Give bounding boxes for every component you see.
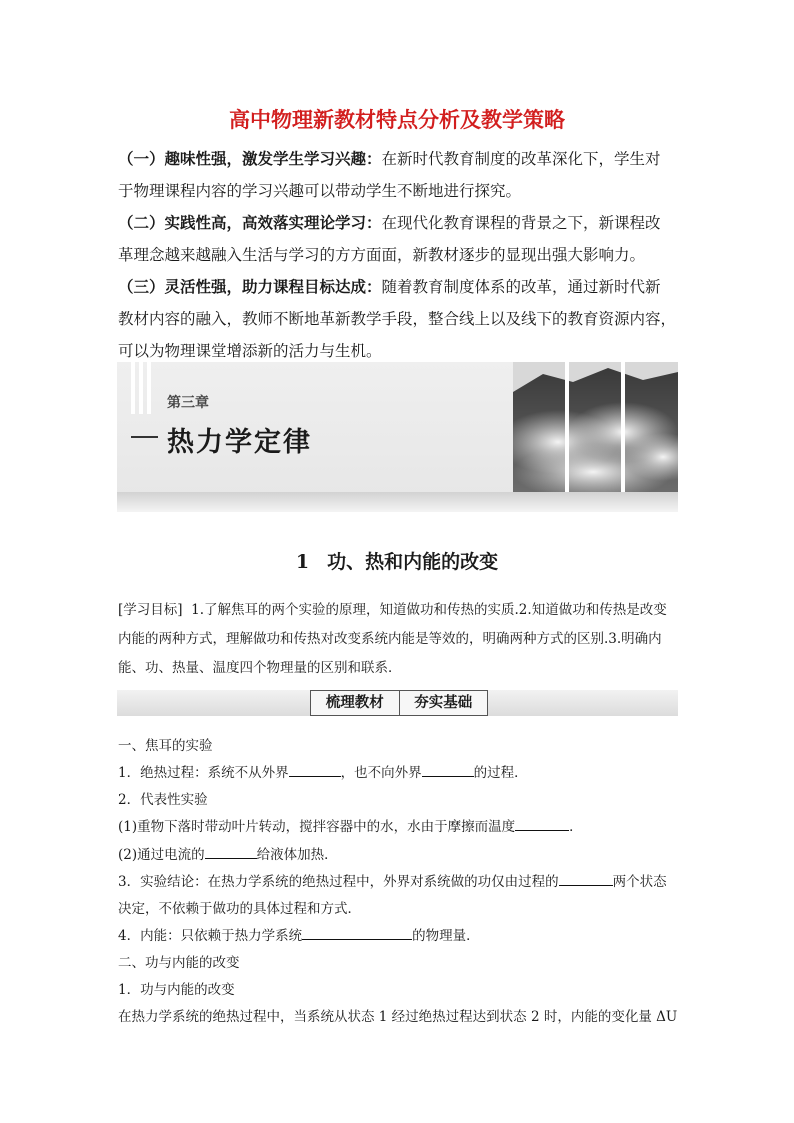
text: 给液体加热． [256,847,338,863]
text: 的物理量． [412,928,480,944]
text: ，也不向外界 [340,765,422,781]
mountain-cloud-photo [513,362,678,492]
section-pill-left: 梳理教材 [325,695,384,711]
item-conclusion [118,870,680,890]
answer-blank[interactable] [302,927,412,940]
intro-cont: 教材内容的融入，教师不断地革新教学手段，整合线上以及线下的教育资源内容， [118,310,677,328]
goals-text: 1.了解焦耳的两个实验的原理，知道做功和传热的实质.2.知道做功和传热是改变 [191,602,667,618]
text: 两个状态 [612,874,667,890]
banner-stripe [147,362,151,414]
item-work-energy: 1．功与内能的改变 [118,982,235,998]
item-internal-energy [118,924,680,944]
goals-text: 内能的两种方式，理解做功和传热对改变系统内能是等效的，明确两种方式的区别.3.明确内 [118,631,662,647]
chapter-title: 热力学定律 [167,427,312,458]
banner-base [117,492,678,512]
item-adiabatic [118,761,680,781]
item-work-energy-text: 在热力学系统的绝热过程中，当系统从状态 1 经过绝热过程达到状态 2 时，内能的变化量 ΔU [118,1009,678,1025]
page-title: 高中物理新教材特点分析及教学策略 [229,108,565,132]
answer-blank[interactable] [422,764,474,777]
intro-lead: （一）趣味性强，激发学生学习兴趣： [118,150,382,168]
text: 3．实验结论：在热力学系统的绝热过程中，外界对系统做的功仅由过程的 [118,874,559,890]
answer-blank[interactable] [515,818,569,831]
section-title [0,547,794,574]
intro-lead: （三）灵活性强，助力课程目标达成： [118,278,382,296]
banner-stripe [131,362,135,414]
intro-paragraph-1 [118,143,680,207]
chapter-rule [131,436,158,438]
text: 1．绝热过程：系统不从外界 [118,765,289,781]
heading-work-energy: 二、功与内能的改变 [118,955,240,971]
intro-text: 随着教育制度体系的改革，通过新时代新 [381,278,661,296]
text: 4．内能：只依赖于热力学系统 [118,928,303,944]
intro-lead: （二）实践性高，高效落实理论学习： [118,214,382,232]
chapter-banner [117,362,678,512]
section-bar [117,690,678,716]
goals-tag: [学习目标] [118,602,183,618]
answer-blank[interactable] [559,873,613,886]
item-experiment-1 [118,815,680,835]
chapter-label: 第三章 [167,395,209,411]
goals-text: 能、功、热量、温度四个物理量的区别和联系． [118,660,402,676]
intro-cont: 可以为物理课堂增添新的活力与生机。 [118,342,382,360]
section-pill [310,690,488,716]
section-heading: 功、热和内能的改变 [327,551,499,573]
item-experiment-2 [118,843,680,863]
intro-cont: 于物理课程内容的学习兴趣可以带动学生不断地进行探究。 [118,182,522,200]
section-pill-right: 夯实基础 [399,691,488,715]
intro-text: 在现代化教育课程的背景之下，新课程改 [381,214,661,232]
learning-goals [118,596,680,683]
answer-blank[interactable] [205,846,257,859]
intro-paragraph-3 [118,271,680,367]
text: ． [569,819,583,835]
answer-blank[interactable] [289,764,341,777]
intro-paragraph-2 [118,207,680,271]
item-experiments: 2．代表性实验 [118,792,208,808]
intro-cont: 革理念越来越融入生活与学习的方方面面，新教材逐步的显现出强大影响力。 [118,246,646,264]
text: (2)通过电流的 [118,847,205,863]
section-number: 1 [295,551,310,573]
item-conclusion-cont: 决定，不依赖于做功的具体过程和方式． [118,901,361,917]
intro-text: 在新时代教育制度的改革深化下，学生对 [381,150,661,168]
heading-joule: 一、焦耳的实验 [118,738,213,754]
banner-stripe [139,362,143,414]
text: (1)重物下落时带动叶片转动，搅拌容器中的水，水由于摩擦而温度 [118,819,516,835]
text: 的过程． [473,765,528,781]
